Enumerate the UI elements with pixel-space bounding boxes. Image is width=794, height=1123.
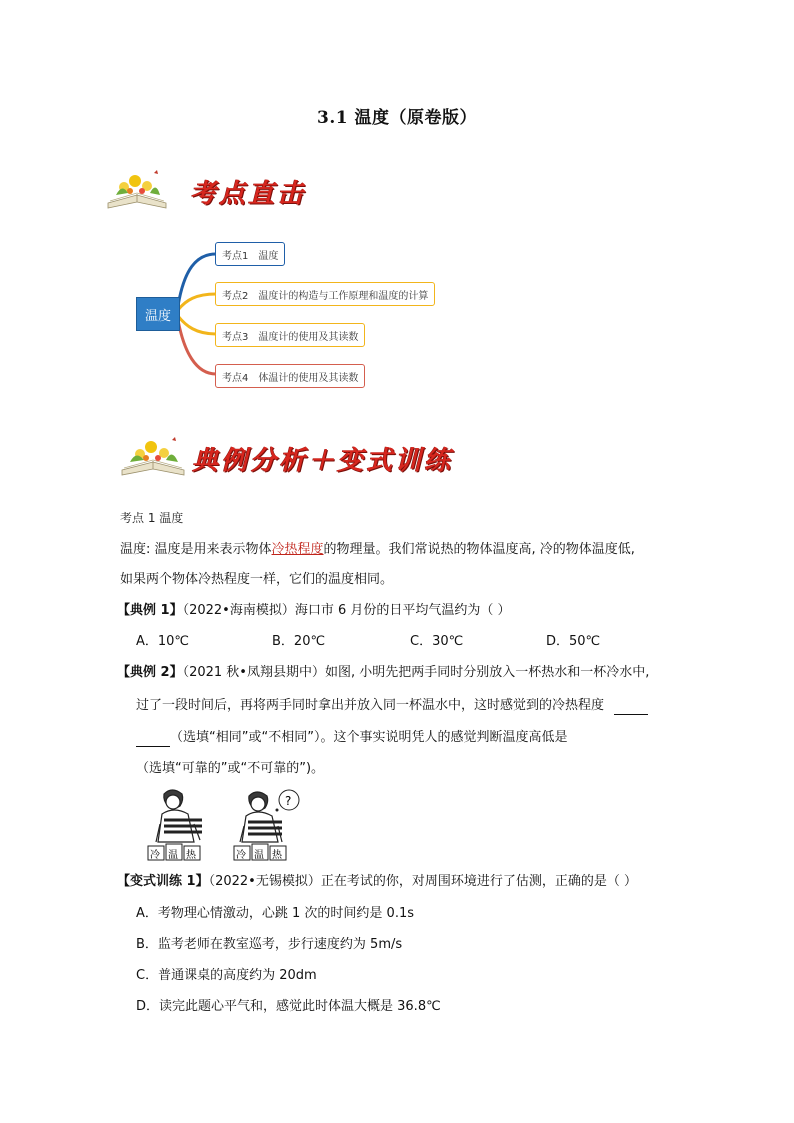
definition-prefix: 温度: 温度是用来表示物体 [120,542,272,557]
definition-suffix: 的物理量。我们常说热的物体温度高, 冷的物体温度低, [323,542,635,557]
definition-highlight: 冷热程度 [271,542,324,557]
variant-1-option-b: B．监考老师在教室巡考，步行速度约为 5m/s [136,937,403,952]
variant-1-question [117,873,637,891]
banner-dianli: 典例分析＋变式训练 [192,446,454,476]
variant-1-option-c: C．普通课桌的高度约为 20dm [136,968,317,983]
example-tag: 【典例 1】 [117,603,183,618]
example-text: （选填“相同”或“不相同”）。这个事实说明凭人的感觉判断温度高低是 [170,730,568,745]
variant-tag: 【变式训练 1】 [117,874,209,889]
mindmap-node-4 [215,364,365,388]
mindmap-node-num: 考点3 [222,331,249,343]
example-2-line-2 [136,697,648,715]
kaodian-1-heading: 考点 1 温度 [120,511,184,525]
cup-label-hot: 热 [186,850,196,861]
mindmap-connectors [178,240,218,390]
mindmap-node-num: 考点4 [222,372,249,384]
example-1-option-d: D．50℃ [546,634,601,649]
example-text: （2021 秋•凤翔县期中）如图, 小明先把两手同时分别放入一杯热水和一杯冷水中, [182,665,650,680]
cup-label-hot: 热 [272,850,282,861]
example-2-line-4 [136,760,324,778]
cup-label-warm: 温 [168,850,178,861]
person-figure [240,792,282,842]
example-1-option-b: B．20℃ [272,634,326,649]
answer-blank-1b[interactable] [136,733,170,747]
mindmap-node-3 [215,323,365,347]
example-2-line-1 [117,664,649,682]
thought-question-mark: ? [285,794,292,808]
example-tag: 【典例 2】 [117,665,183,680]
cup-label-warm: 温 [254,850,264,861]
mindmap-node-label: 温度 [258,250,279,262]
example-1-option-c: C．30℃ [410,634,464,649]
book-illustration [104,165,170,211]
variant-1-option-a: A．考物理心情激动，心跳 1 次的时间约是 0.1s [136,906,415,921]
hands-in-water-figure [146,784,311,864]
banner-kaodian: 考点直击 [190,179,307,209]
example-text: 过了一段时间后，再将两手同时拿出并放入同一杯温水中，这时感觉到的冷热程度 [136,698,605,713]
book-illustration [118,432,188,478]
definition-line-2: 如果两个物体冷热程度一样，它们的温度相同。 [120,572,394,587]
definition-line-1 [120,541,635,559]
page-title: 3.1 温度（原卷版） [317,108,477,128]
answer-blank-1a[interactable] [614,701,648,715]
mindmap-node-label: 体温计的使用及其读数 [258,372,359,384]
mindmap-node-label: 温度计的构造与工作原理和温度的计算 [258,290,429,302]
mindmap-node-2 [215,282,435,306]
mindmap-node-num: 考点1 [222,250,249,262]
example-1-option-a: A．10℃ [136,634,190,649]
cup-label-cold: 冷 [236,850,246,861]
example-2-line-3 [136,729,567,747]
example-1-question [117,602,511,620]
mindmap-node-label: 温度计的使用及其读数 [258,331,359,343]
cup-label-cold: 冷 [150,850,160,861]
mindmap-center: 温度 [136,297,180,331]
mindmap-node-num: 考点2 [222,290,249,302]
variant-1-option-d: D．读完此题心平气和，感觉此时体温大概是 36.8℃ [136,999,441,1014]
mindmap-node-1 [215,242,285,266]
example-text: （选填“可靠的”或“不可靠的”)。 [136,761,325,776]
variant-text: （2022•无锡模拟）正在考试的你，对周围环境进行了估测，正确的是（ ） [208,874,637,889]
person-figure [156,790,202,842]
example-text: （2022•海南模拟）海口市 6 月份的日平均气温约为（ ） [182,603,511,618]
